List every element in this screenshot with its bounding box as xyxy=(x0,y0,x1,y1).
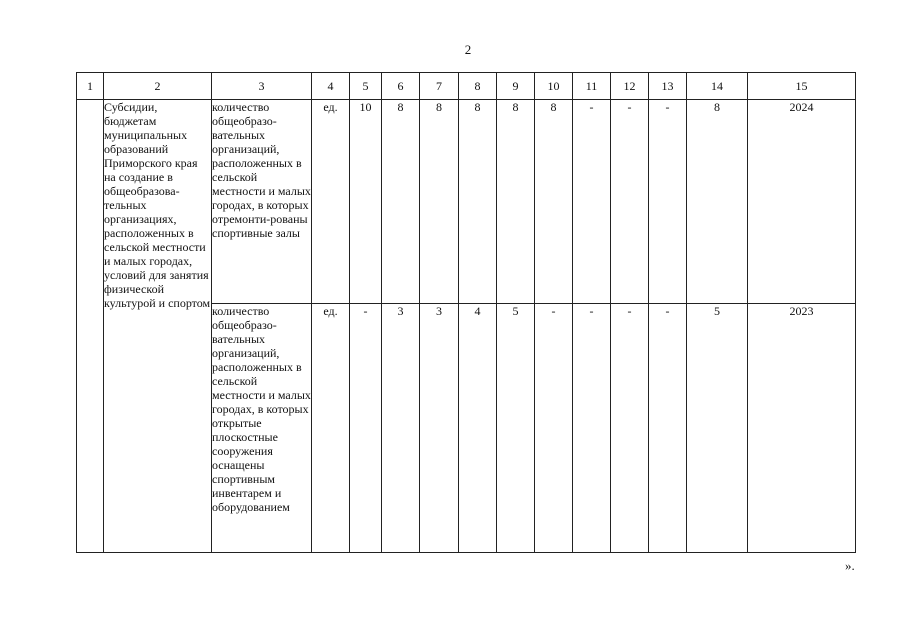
year-cell: 2024 xyxy=(748,100,856,304)
header-cell: 12 xyxy=(611,73,649,100)
subsidy-description-cell: Субсидии, бюджетам муниципальных образований Приморского края на создание в общеобразова-тельных организациях, расположенных в сельской местности и малых городах, условий для занятия физической культурой и спортом xyxy=(104,100,212,553)
value-cell: - xyxy=(573,100,611,304)
value-cell: - xyxy=(573,304,611,553)
closing-quote-mark: ». xyxy=(845,558,855,573)
header-cell: 3 xyxy=(212,73,312,100)
unit-cell: ед. xyxy=(312,304,350,553)
indicators-table xyxy=(76,72,856,553)
header-cell: 5 xyxy=(350,73,382,100)
value-cell: 8 xyxy=(687,100,748,304)
value-cell: - xyxy=(611,100,649,304)
header-cell: 13 xyxy=(649,73,687,100)
indicator-cell: количество общеобразо-вательных организаций, расположенных в сельской местности и малых городах, в которых открытые плоскостные сооружения оснащены спортивным инвентарем и оборудованием xyxy=(212,304,312,553)
page-number: 2 xyxy=(464,42,472,57)
unit-cell: ед. xyxy=(312,100,350,304)
value-cell: 8 xyxy=(420,100,459,304)
value-cell: - xyxy=(535,304,573,553)
value-cell: 5 xyxy=(497,304,535,553)
value-cell: 8 xyxy=(459,100,497,304)
header-cell: 1 xyxy=(77,73,104,100)
header-cell: 6 xyxy=(382,73,420,100)
header-cell: 4 xyxy=(312,73,350,100)
value-cell: 10 xyxy=(350,100,382,304)
value-cell: - xyxy=(350,304,382,553)
value-cell: 8 xyxy=(535,100,573,304)
year-cell: 2023 xyxy=(748,304,856,553)
value-cell: - xyxy=(649,304,687,553)
header-cell: 7 xyxy=(420,73,459,100)
header-cell: 8 xyxy=(459,73,497,100)
header-cell: 10 xyxy=(535,73,573,100)
header-row xyxy=(77,73,856,100)
header-cell: 2 xyxy=(104,73,212,100)
header-cell: 15 xyxy=(748,73,856,100)
header-cell: 9 xyxy=(497,73,535,100)
value-cell: - xyxy=(649,100,687,304)
value-cell: 8 xyxy=(382,100,420,304)
value-cell: 3 xyxy=(420,304,459,553)
table-row xyxy=(77,100,856,304)
indicator-cell: количество общеобразо-вательных организаций, расположенных в сельской местности и малых городах, в которых отремонти-рованы спортивные залы xyxy=(212,100,312,304)
value-cell: 5 xyxy=(687,304,748,553)
value-cell: 3 xyxy=(382,304,420,553)
header-cell: 14 xyxy=(687,73,748,100)
value-cell: 4 xyxy=(459,304,497,553)
value-cell: 8 xyxy=(497,100,535,304)
row-number-cell xyxy=(77,100,104,553)
value-cell: - xyxy=(611,304,649,553)
header-cell: 11 xyxy=(573,73,611,100)
